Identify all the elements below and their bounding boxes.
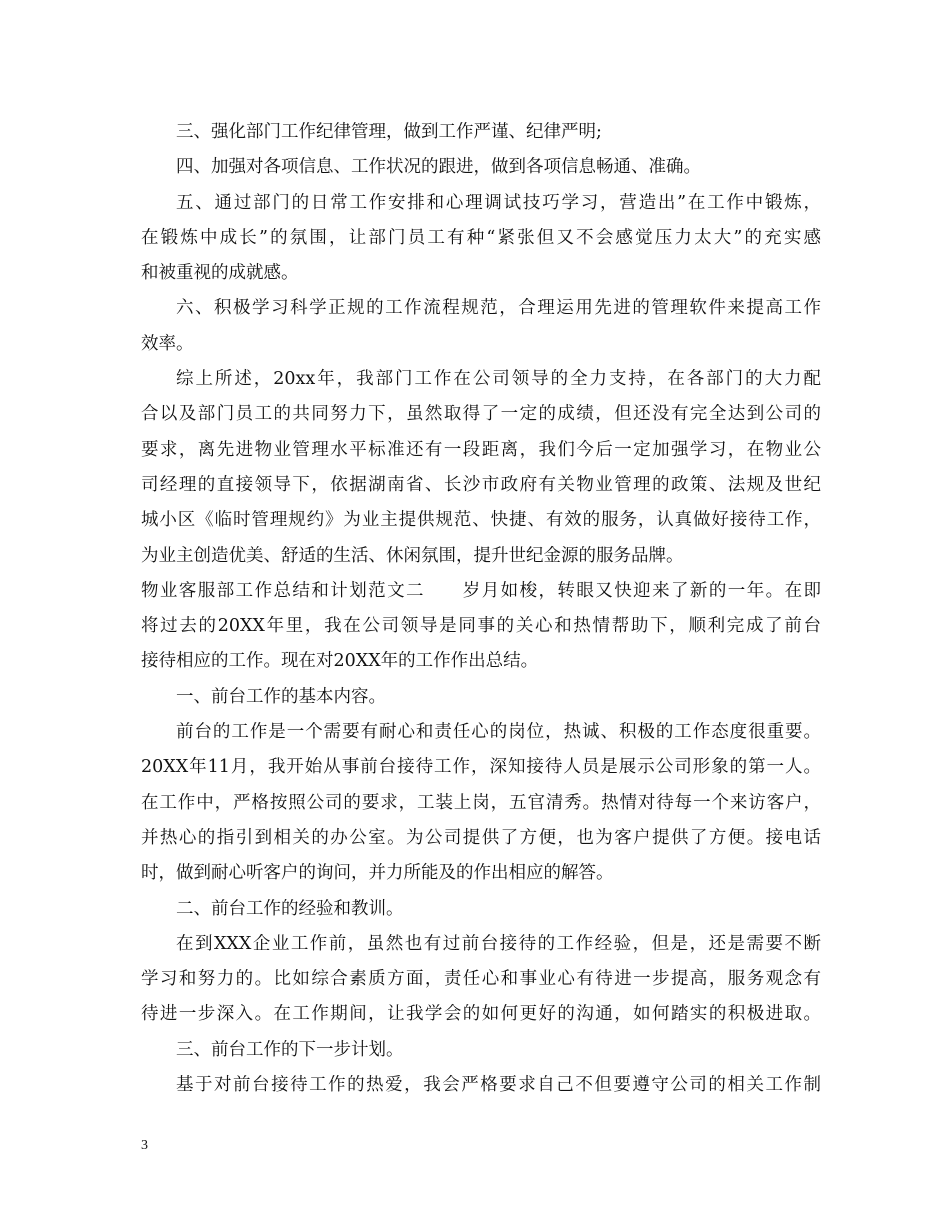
- text-line: 二、前台工作的经验和教训。: [176, 898, 404, 919]
- text-line: 一、前台工作的基本内容。: [176, 686, 386, 707]
- text-line: 20XX年11月，我开始从事前台接待工作，深知接待人员是展示公司形象的第一人。: [141, 757, 821, 778]
- document-body: [141, 115, 821, 1103]
- text-line: 学习和努力的。比如综合素质方面，责任心和事业心有待进一步提高，服务观念有: [141, 969, 821, 990]
- page-number: 3: [141, 1138, 148, 1153]
- text-line: 要求，离先进物业管理水平标准还有一段距离，我们今后一定加强学习，在物业公: [141, 439, 821, 460]
- text-line: 为业主创造优美、舒适的生活、休闲氛围，提升世纪金源的服务品牌。: [141, 545, 684, 566]
- text-line: 合以及部门员工的共同努力下，虽然取得了一定的成绩，但还没有完全达到公司的: [141, 404, 821, 425]
- text-line: 和被重视的成就感。: [141, 263, 299, 284]
- text-line: 三、强化部门工作纪律管理，做到工作严谨、纪律严明;: [176, 122, 602, 142]
- text-line: 将过去的20XX年里，我在公司领导是同事的关心和热情帮助下，顺利完成了前台: [141, 616, 821, 637]
- text-line: 四、加强对各项信息、工作状况的跟进，做到各项信息畅通、准确。: [176, 157, 701, 178]
- text-line: 效率。: [141, 333, 194, 354]
- text-line: 城小区《临时管理规约》为业主提供规范、快捷、有效的服务，认真做好接待工作，: [141, 510, 821, 531]
- text-line: 在到XXX企业工作前，虽然也有过前台接待的工作经验，但是，还是需要不断: [176, 933, 821, 954]
- text-line: 接待相应的工作。现在对20XX年的工作作出总结。: [141, 651, 539, 672]
- text-line: 五、通过部门的日常工作安排和心理调试技巧学习，营造出”在工作中锻炼，: [176, 192, 821, 213]
- text-line: 基于对前台接待工作的热爱，我会严格要求自己不但要遵守公司的相关工作制: [176, 1075, 821, 1096]
- text-line: 六、积极学习科学正规的工作流程规范，合理运用先进的管理软件来提高工作: [176, 298, 821, 319]
- text-line: 并热心的指引到相关的办公室。为公司提供了方便，也为客户提供了方便。接电话: [141, 827, 821, 848]
- text-line: 综上所述，20xx年，我部门工作在公司领导的全力支持，在各部门的大力配: [176, 369, 821, 390]
- text-line: 前台的工作是一个需要有耐心和责任心的岗位，热诚、积极的工作态度很重要。: [176, 722, 821, 743]
- text-line: 物业客服部工作总结和计划范文二 岁月如梭，转眼又快迎来了新的一年。在即: [141, 580, 821, 601]
- text-line: 待进一步深入。在工作期间，让我学会的如何更好的沟通，如何踏实的积极进取。: [141, 1004, 821, 1025]
- text-line: 三、前台工作的下一步计划。: [176, 1039, 404, 1060]
- text-line: 在锻炼中成长”的氛围，让部门员工有种“紧张但又不会感觉压力太大”的充实感: [141, 227, 821, 248]
- text-line: 时，做到耐心听客户的询问，并力所能及的作出相应的解答。: [141, 863, 614, 884]
- text-line: 在工作中，严格按照公司的要求，工装上岗，五官清秀。热情对待每一个来访客户，: [141, 792, 821, 813]
- text-line: 司经理的直接领导下，依据湖南省、长沙市政府有关物业管理的政策、法规及世纪: [141, 474, 821, 495]
